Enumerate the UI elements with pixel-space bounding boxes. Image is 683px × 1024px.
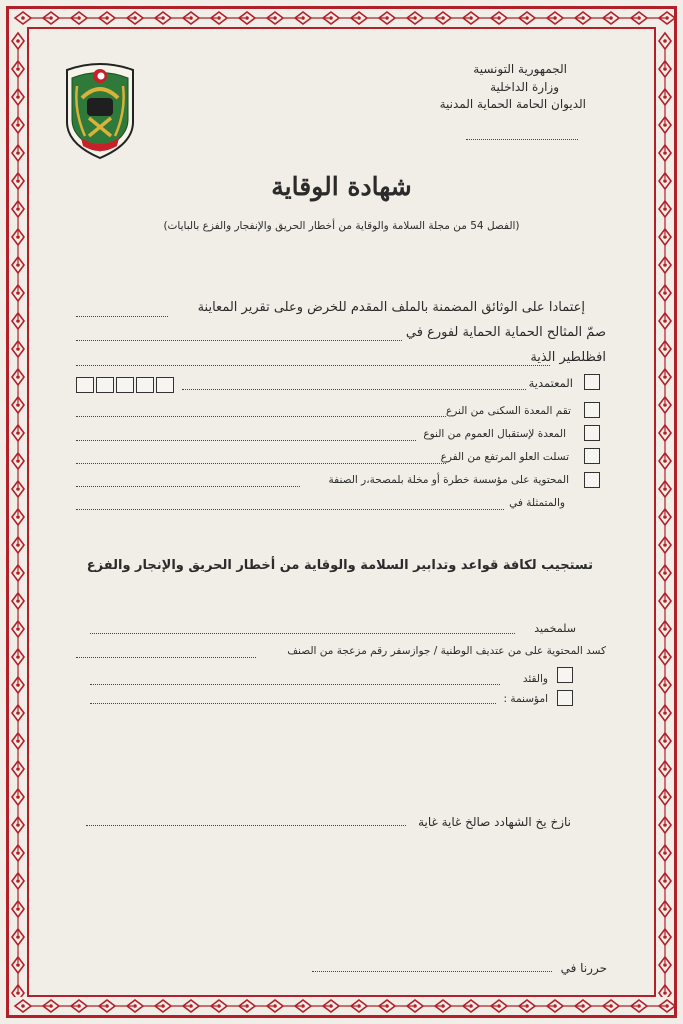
intro-dotted-line-3: [76, 365, 550, 366]
certificate-subtitle: (الفصل 54 من مجلة السلامة والوقاية من أخطار الحريق والإنفجار والفزع بالبايات): [163, 220, 520, 232]
represented-label: والمتمثلة في: [509, 497, 565, 509]
certificate-title: شهادة الوقاية: [271, 172, 412, 201]
intro-line-3: افظلطير الذية: [530, 350, 606, 365]
option-dotted-line-5: [76, 486, 300, 487]
option-dotted-line-3: [76, 440, 416, 441]
validity-dotted-line: [86, 825, 406, 826]
header-ministry: وزارة الداخلية: [490, 80, 559, 94]
holder-id-line: كسد المحتوية على من عتديف الوطنية / جوازسفر رقم مزعجة من الصنف: [287, 645, 606, 657]
checkbox-option-5[interactable]: [584, 472, 600, 488]
code-box-1[interactable]: [76, 377, 94, 393]
represented-dotted-line: [76, 509, 504, 510]
option-dotted-line-4: [76, 463, 446, 464]
header-republic: الجمهورية التونسية: [473, 62, 567, 76]
holder-dotted-line: [90, 633, 515, 634]
holder-label: سلمخميد: [534, 622, 576, 635]
option-label-4: تسلت العلو المرتفع من الفرع: [440, 451, 569, 463]
option-label-5: المحتوية على مؤسسة خطرة أو مخلة بلمصحة،ر الصنفة: [328, 474, 569, 486]
validity-label: نازخ يخ الشهادد صالخ غاية غاية: [418, 815, 571, 829]
holder-id-dotted-line: [76, 657, 256, 658]
holder-dotted-line-2: [90, 703, 496, 704]
code-box-3[interactable]: [116, 377, 134, 393]
intro-dotted-line-2: [76, 340, 402, 341]
checkbox-option-4[interactable]: [584, 448, 600, 464]
checkbox-option-3[interactable]: [584, 425, 600, 441]
holder-option-label-2: امؤسنمة :: [503, 693, 548, 705]
intro-dotted-line-1: [76, 316, 168, 317]
civil-protection-emblem: [63, 56, 137, 160]
code-box-5[interactable]: [156, 377, 174, 393]
option-label-3: المعدة لإستقبال العموم من النوع: [423, 428, 566, 440]
signature-dotted-line: [312, 971, 552, 972]
code-box-4[interactable]: [136, 377, 154, 393]
code-box-2[interactable]: [96, 377, 114, 393]
option-dotted-line-1: [182, 389, 526, 390]
checkbox-holder-1[interactable]: [557, 667, 573, 683]
option-label-2: تقم المعدة السكنى من النرع: [445, 405, 571, 417]
header-dotted-line: [466, 139, 578, 140]
checkbox-holder-2[interactable]: [557, 690, 573, 706]
intro-line-1: إعتمادا على الوثائق المضمنة بالملف المقدم للخرض وعلى تقرير المعاينة: [197, 300, 585, 315]
checkbox-option-1[interactable]: [584, 374, 600, 390]
holder-option-label-1: والقئد: [522, 673, 548, 685]
holder-dotted-line-1: [90, 684, 500, 685]
signature-place: حررنا في: [560, 961, 607, 975]
header-office: الديوان الحامة الحماية المدنية: [439, 97, 586, 111]
option-label-1: المعتمدية: [528, 376, 573, 390]
compliance-statement: تستجيب لكافة قواعد وتدابير السلامة والوقاية من أخطار الحريق والإنجار والفزع: [86, 558, 593, 573]
checkbox-option-2[interactable]: [584, 402, 600, 418]
intro-line-2: صمّ المثالح الحماية الحماية لفورع في: [405, 325, 606, 340]
option-dotted-line-2: [76, 416, 446, 417]
